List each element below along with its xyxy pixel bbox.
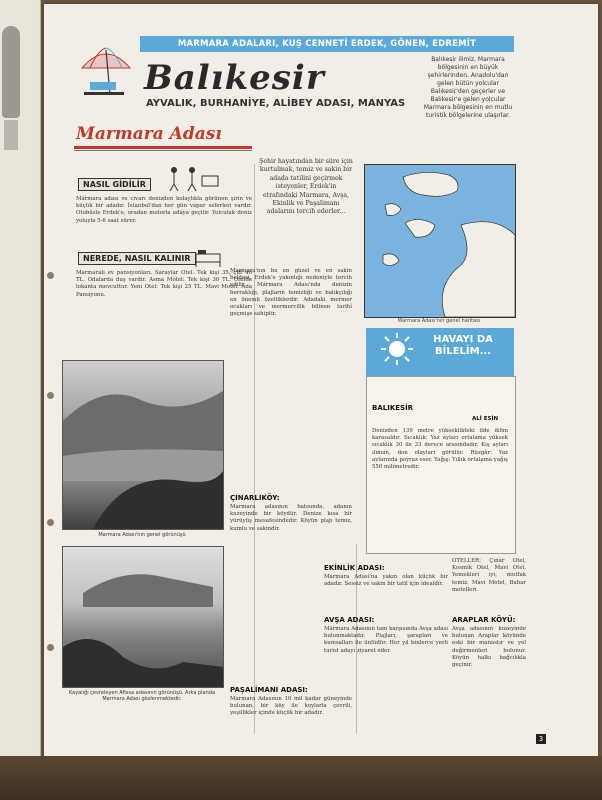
nerede-kalinir-text: Marmaralı ev pansiyonları. Saraylar Otel. Tek kişi 35, çift 40 TL. Odalarda duş vardır. Asma Motel: Tek kişi 30 TL. Otelde lokanta mevcuttur. Yeni Otel: Tek kişi 25 TL. Mavi Motel. Ada Pansiyonu. (76, 270, 252, 298)
title-rule-thin (74, 150, 252, 151)
magazine-page (44, 4, 598, 756)
section-title: Marmara Adası (76, 124, 222, 144)
title-rule (74, 146, 252, 149)
column-divider (254, 164, 255, 734)
map-caption: Marmara Adası'nın genel haritası (397, 318, 481, 324)
sun-icon (380, 332, 414, 366)
page-number: 3 (536, 734, 546, 744)
table-surface (0, 756, 602, 800)
top-banner: MARMARA ADALARI, KUŞ CENNETİ ERDEK, GÖNEN, EDREMİT (140, 36, 514, 52)
punch-hole (47, 272, 54, 279)
adjacent-page-image (2, 26, 20, 118)
pasalimani-text: Marmara Adasının 10 mil kadar güneyinde bulunan, bir köy ile koylarla çevrili, yeşillikler içinde küçük bir adadır. (230, 696, 352, 717)
masthead-title: Balıkesir (144, 58, 325, 98)
avsa-text: Marmara Adasının tam karşısında Avşa adası bulunmaktadır. Plajları, şarapları ve kumsalları ile ünlüdür. Her yıl binlerce yerli turist adayı ziyaret eder. (324, 626, 448, 654)
araplar-heading: ARAPLAR KÖYÜ: (452, 616, 516, 624)
weather-author: ALİ ESİN (472, 416, 499, 422)
island-photo (62, 360, 224, 530)
photo-caption-2: Kayalığı çevreleyen Afissa adasının görünüşü. Arka planda Marmara Adası gözlenmektedir. (68, 690, 216, 702)
adjacent-page-image-detail (4, 120, 18, 150)
weather-title: HAVAYI DA BİLELİM... (433, 334, 493, 357)
photo-caption-1: Marmara Adası'nın genel görünüşü (98, 532, 186, 538)
pasalimani-heading: PAŞALİMANI ADASI: (230, 686, 308, 694)
punch-hole (47, 392, 54, 399)
cinarlikoy-text: Marmara adasının batısında, adanın kuzeyinde bir köydür. Denize kısa bir yürüyüş mesafesindedir. Köyün plajı temiz, kumlu ve sakindir. (230, 504, 352, 532)
rocky-coast-photo (62, 546, 224, 688)
nerede-kalinir-heading: NEREDE, NASIL KALINIR (78, 252, 196, 265)
travel-people-icon (164, 164, 224, 192)
middle-intro: Şehir hayatından bir süre için kurtulmak, temiz ve sakin bir adada tatilini geçirmek isteyenler, Erdek'in etrafındaki Marmara, Avşa, Ekinlik ve Paşalimanı adalarını tercih ederler... (259, 158, 353, 216)
nasil-gidilir-heading: NASIL GİDİLİR (78, 178, 151, 191)
adjacent-page-edge (0, 0, 41, 760)
avsa-heading: AVŞA ADASI: (324, 616, 375, 624)
ekinlik-heading: EKİNLİK ADASI: (324, 564, 385, 572)
marmara-islands-map (364, 164, 516, 318)
hotels-text: OTELLER: Çınar Otel, Kosmik Otel, Mavi Otel. Yemekleri iyi, mutfak temiz. Mavi Motel, Bahar motelleri. (452, 558, 526, 593)
weather-city: BALIKESİR (372, 404, 414, 412)
araplar-text: Avşa adasının kuzeyinde bulunan Araplar köyünde eski bir manastır ve yel değirmenleri bulunur. Köyün halkı bağcılıkla geçinir. (452, 626, 526, 669)
cinarlikoy-heading: ÇINARLIKÖY: (230, 494, 280, 502)
beach-umbrella-icon (76, 44, 136, 100)
hotel-bed-icon (194, 244, 222, 268)
weather-text: Denizden 139 metre yükseklikteki ilde iklim karasaldır. Sıcaklık: Yaz ayları ortalama yüksek sıcaklık 30 ile 33 derece arasındadır. Kış ayları ılıman, don olayları görülür. Rüzgâr: Yaz aylarında poyraz eser. Yağış: Yıllık ortalama yağış 550 milimetredir. (372, 428, 508, 471)
nasil-gidilir-text: Marmara adası ve civarı denizden kolaylıkla görünen şirin ve küçük bir adadır. İstanbul'dan her gün vapur seferleri vardır. Otobüsle Erdek'e, oradan motorla adaya geçilir. Yolculuk deniz yoluyla 5-6 saat sürer. (76, 196, 252, 224)
punch-hole (47, 519, 54, 526)
middle-body: Marmara'nın bu en güzel ve en sakin beldesi, Erdek'e yakınlığı nedeniyle tercih edilir. Marmara Adası'nda denizin berraklığı, plajların temizliği ve balıkçılığı en önemli özelliklerdir. Adadaki mermer ocakları ve mermercilik bilinen tarihî geçmişe sahiptir. (230, 268, 352, 318)
ekinlik-text: Marmara Adası'na yakın olan küçük bir adadır. Sessiz ve sakin bir tatil için idealdir. (324, 574, 448, 588)
punch-hole (47, 644, 54, 651)
masthead-subtitle: AYVALIK, BURHANİYE, ALİBEY ADASI, MANYAS (146, 98, 406, 109)
intro-text: Balıkesir ilimiz, Marmara bölgesinin en büyük şehirlerinden. Anadolu'dan gelen bütün yolcular Balıkesir'den geçerler ve Balıkesir'e gelen yolcular Marmara bölgesinin en mutlu turistik bölgelerine ulaşırlar. (423, 56, 513, 119)
